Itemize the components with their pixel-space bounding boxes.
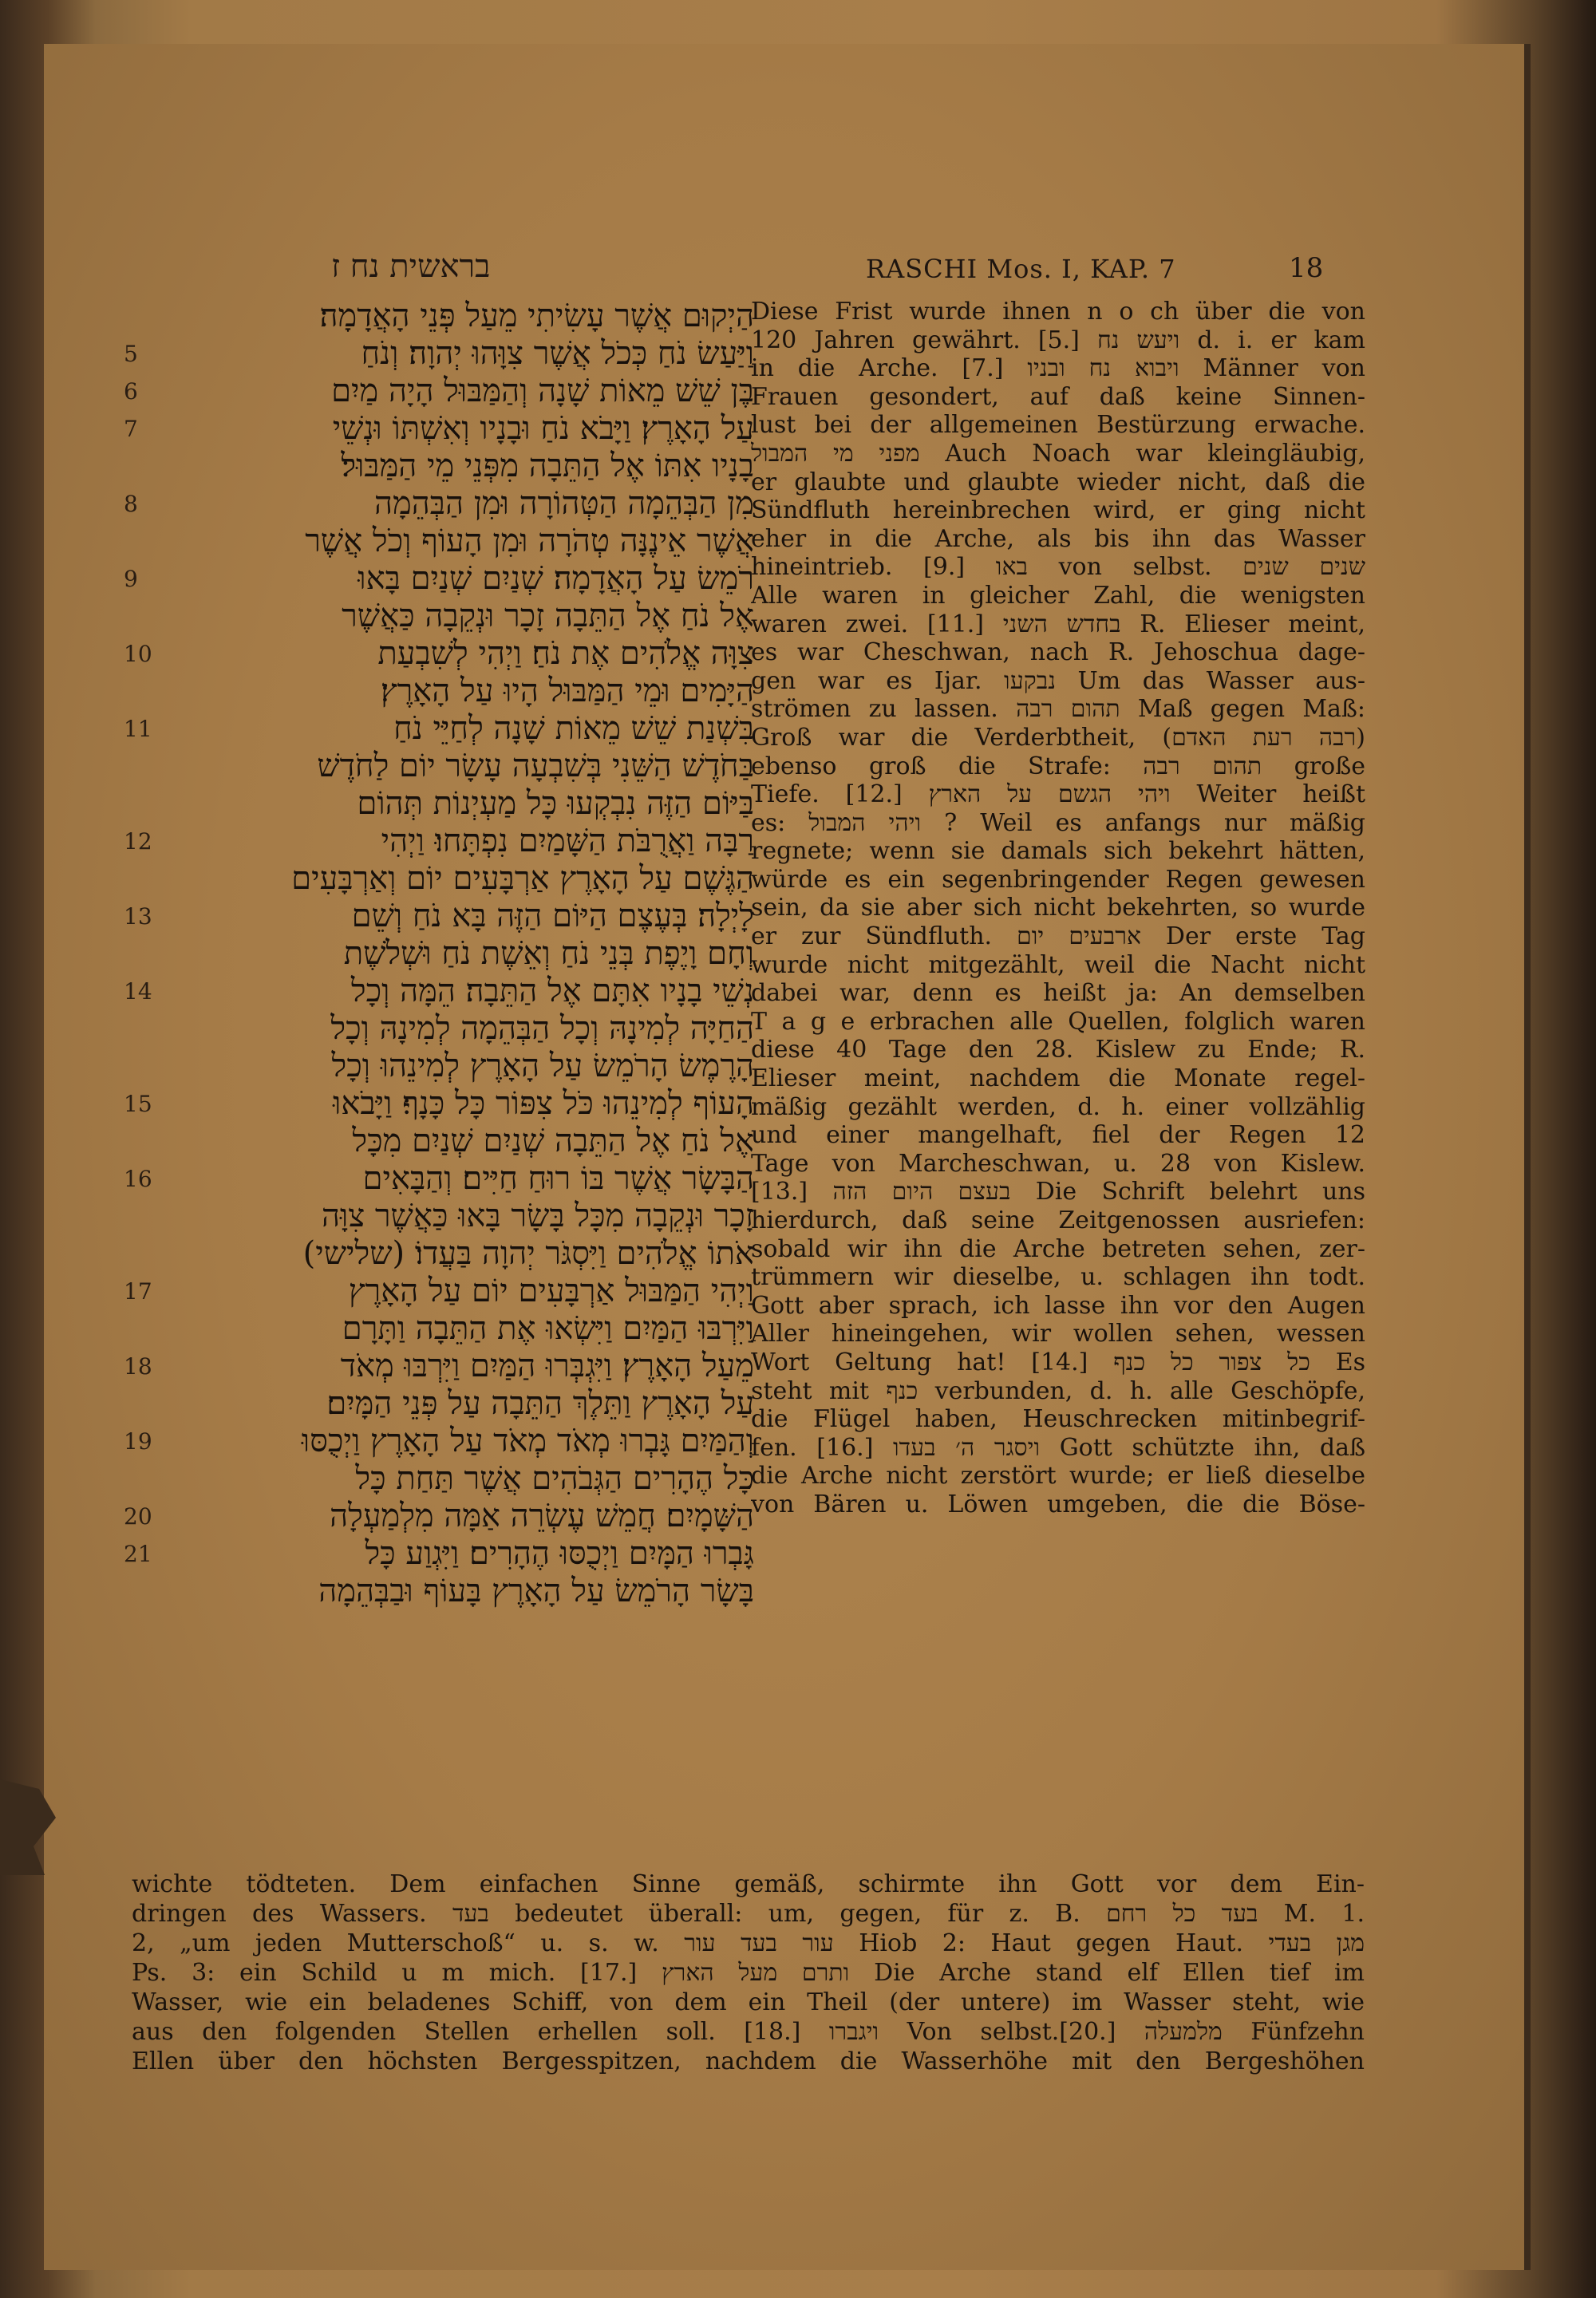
hebrew-line <box>124 1123 754 1160</box>
commentary-line: ebenso groß die Strafe: תהום רבה große <box>751 752 1365 780</box>
hebrew-verse-text: בָּשָׂר הָרֹמֵשׂ עַל הָאָרֶץ בָּעוֹף וּבַבְּהֵמָה <box>318 1573 754 1609</box>
commentary-line: Elieser meint, nachdem die Monate regel- <box>751 1064 1365 1093</box>
hebrew-text-column <box>124 298 754 1610</box>
commentary-line: Alle waren in gleicher Zahl, die wenigsten <box>751 581 1365 610</box>
page <box>44 44 1531 2270</box>
commentary-line: Tage von Marcheschwan, u. 28 von Kislew. <box>751 1149 1365 1178</box>
verse-number: 10 <box>124 641 152 667</box>
hebrew-verse-text: הָעוֹף לְמִינֵהוּ כֹּל צִפּוֹר כָּל כָּנָף׃ וַיָּבֹאוּ <box>333 1085 754 1122</box>
commentary-line: Tiefe. [12.] ויהי הגשם על הארץ Weiter heißt <box>751 780 1365 809</box>
hebrew-line <box>124 298 754 335</box>
commentary-line: Ellen über den höchsten Bergesspitzen, nachdem die Wasserhöhe mit den Bergeshöhen <box>132 2047 1365 2075</box>
hebrew-verse-text: כָּל הֶהָרִים הַגְּבֹהִים אֲשֶׁר תַּחַת כָּל <box>355 1460 754 1497</box>
commentary-line: diese 40 Tage den 28. Kislew zu Ende; R. <box>751 1036 1365 1064</box>
commentary-line: T a g e erbrachen alle Quellen, folglich waren <box>751 1007 1365 1036</box>
hebrew-verse-text: וְהַמַּיִם גָּבְרוּ מְאֹד מְאֹד עַל הָאָרֶץ וַיְכֻסּוּ <box>301 1423 754 1459</box>
commentary-continuation <box>132 1870 1365 2076</box>
verse-number: 5 <box>124 341 138 367</box>
hebrew-line <box>124 973 754 1010</box>
hebrew-line <box>124 1498 754 1535</box>
hebrew-line <box>124 748 754 785</box>
hebrew-verse-text: זָכָר וּנְקֵבָה מִכָּל בָּשָׂר בָּאוּ כַּאֲשֶׁר צִוָּה <box>321 1198 754 1234</box>
hebrew-verse-text: אֲשֶׁר אֵינֶנָּה טְהֹרָה וּמִן הָעוֹף וְכֹל אֲשֶׁר <box>305 523 754 559</box>
commentary-line: [13.] בעצם היום הזה Die Schrift belehrt uns <box>751 1178 1365 1206</box>
hebrew-verse-text: הָרֶמֶשׂ הָרֹמֵשׂ עַל הָאָרֶץ לְמִינֵהוּ וְכָל <box>331 1048 754 1084</box>
hebrew-line <box>124 485 754 523</box>
commentary-line: hineintrieb. [9.] באו von selbst. שנים שנים <box>751 553 1365 582</box>
hebrew-verse-text: אֹתוֹ אֱלֹהִים וַיִּסְגֹּר יְהוָה בַּעֲדוֹ׃ (שלישי) <box>302 1235 754 1272</box>
verse-number: 20 <box>124 1503 152 1530</box>
hebrew-verse-text: לָיְלָה׃ בְּעֶצֶם הַיּוֹם הַזֶּה בָּא נֹחַ וְשֵׁם <box>351 898 754 934</box>
verse-number: 18 <box>124 1353 152 1380</box>
hebrew-line <box>124 560 754 598</box>
commentary-line: Ps. 3: ein Schild u m mich. [17.] ותרם מעל הארץ Die Arche stand elf Ellen tief im <box>132 1959 1365 1987</box>
commentary-line: gen war es Ijar. נבקעו Um das Wasser aus- <box>751 666 1365 695</box>
hebrew-line <box>124 1048 754 1085</box>
verse-number: 17 <box>124 1278 152 1305</box>
hebrew-verse-text: בַּחֹדֶשׁ הַשֵּׁנִי בְּשִׁבְעָה עָשָׂר יוֹם לַחֹדֶשׁ <box>317 748 754 784</box>
verse-number: 16 <box>124 1166 152 1192</box>
hebrew-line <box>124 1160 754 1198</box>
hebrew-verse-text: גָּבְרוּ הַמָּיִם וַיְכֻסּוּ הֶהָרִים׃ וַיִּגְוַע כָּל <box>365 1535 754 1572</box>
hebrew-verse-text: בַּיּוֹם הַזֶּה נִבְקְעוּ כָּל מַעְיְנוֹת תְּהוֹם <box>357 785 754 822</box>
hebrew-verse-text: הַגֶּשֶׁם עַל הָאָרֶץ אַרְבָּעִים יוֹם וְאַרְבָּעִים <box>291 860 754 897</box>
hebrew-running-title: בראשית נח ז <box>331 248 491 285</box>
commentary-line: hierdurch, daß seine Zeitgenossen ausriefen: <box>751 1206 1365 1234</box>
hebrew-verse-text: בִּשְׁנַת שֵׁשׁ מֵאוֹת שָׁנָה לְחַיֵּי נֹחַ <box>393 710 754 747</box>
commentary-line: Sündfluth hereinbrechen wird, er ging nicht <box>751 496 1365 525</box>
hebrew-line <box>124 785 754 823</box>
hebrew-verse-text: מִן הַבְּהֵמָה הַטְּהוֹרָה וּמִן הַבְּהֵמָה <box>374 485 754 522</box>
verse-number: 12 <box>124 828 152 855</box>
hebrew-line <box>124 1535 754 1573</box>
commentary-line: es war Cheschwan, nach R. Jehoschua dage- <box>751 638 1365 667</box>
commentary-line: mäßig gezählt werden, d. h. einer vollzählig <box>751 1092 1365 1121</box>
hebrew-verse-text: וְחָם וָיֶפֶת בְּנֵי נֹחַ וְאֵשֶׁת נֹחַ וּשְׁלֹשֶׁת <box>343 935 754 972</box>
verse-number: 6 <box>124 378 138 405</box>
hebrew-line <box>124 1085 754 1123</box>
verse-number: 11 <box>124 716 152 742</box>
hebrew-line <box>124 410 754 448</box>
hebrew-verse-text: הַשָּׁמָיִם׃ חֲמֵשׁ עֶשְׂרֵה אַמָּה מִלְמַעְלָה <box>330 1498 754 1534</box>
hebrew-line <box>124 448 754 485</box>
hebrew-verse-text: עַל הָאָרֶץ׃ וַיָּבֹא נֹחַ וּבָנָיו וְאִשְׁתּוֹ וּנְשֵׁי <box>332 410 754 447</box>
commentary-line: regnete; wenn sie damals sich bekehrt hätten, <box>751 837 1365 866</box>
hebrew-line <box>124 710 754 748</box>
verse-number: 21 <box>124 1541 152 1567</box>
verse-number: 14 <box>124 978 152 1005</box>
hebrew-line <box>124 373 754 410</box>
commentary-line: es: ויהי המבול ? Weil es anfangs nur mäßig <box>751 808 1365 837</box>
hebrew-verse-text: מֵעַל הָאָרֶץ׃ וַיִּגְבְּרוּ הַמַּיִם וַיִּרְבּוּ מְאֹד <box>340 1348 754 1384</box>
hebrew-verse-text: הַבָּשָׂר אֲשֶׁר בּוֹ רוּחַ חַיִּים׃ וְהַבָּאִים <box>362 1160 754 1197</box>
verse-number: 13 <box>124 903 152 930</box>
hebrew-line <box>124 1460 754 1498</box>
hebrew-line <box>124 1235 754 1273</box>
commentary-line: 2, „um jeden Mutterschoß“ u. s. w. עור בעד עור Hiob 2: Haut gegen Haut. מגן בעדי <box>132 1929 1365 1957</box>
commentary-line: Wort Geltung hat! [14.] כל צפור כל כנף Es <box>751 1348 1365 1376</box>
hebrew-line <box>124 1385 754 1423</box>
hebrew-line <box>124 1010 754 1048</box>
commentary-line: sein, da sie aber sich nicht bekehrten, so wurde <box>751 894 1365 922</box>
commentary-line: Aller hineingehen, wir wollen sehen, wessen <box>751 1320 1365 1348</box>
hebrew-verse-text: רַבָּה וַאֲרֻבֹּת הַשָּׁמַיִם נִפְתָּחוּ׃ וַיְהִי <box>381 823 754 859</box>
verse-number: 7 <box>124 416 138 442</box>
commentary-line: trümmern wir dieselbe, u. schlagen ihn todt. <box>751 1263 1365 1292</box>
hebrew-verse-text: בָנָיו אִתּוֹ אֶל הַתֵּבָה מִפְּנֵי מֵי הַמַּבּוּל׃ <box>341 448 754 484</box>
commentary-line: aus den folgenden Stellen erhellen soll. [18.] ויגברו Von selbst.[20.] מלמעלה Fünfzehn <box>132 2018 1365 2046</box>
commentary-line: Gott aber sprach, ich lasse ihn vor den Augen <box>751 1291 1365 1320</box>
verse-number: 8 <box>124 491 138 517</box>
hebrew-line <box>124 1198 754 1235</box>
hebrew-verse-text: צִוָּה אֱלֹהִים אֶת נֹחַ׃ וַיְהִי לְשִׁבְעַת <box>377 635 754 672</box>
verse-number: 9 <box>124 566 138 592</box>
hebrew-line <box>124 935 754 973</box>
hebrew-verse-text: וַיְהִי הַמַּבּוּל אַרְבָּעִים יוֹם עַל הָאָרֶץ <box>348 1273 754 1309</box>
hebrew-line <box>124 1310 754 1348</box>
commentary-line: waren zwei. [11.] בחדש השני R. Elieser meint, <box>751 610 1365 638</box>
hebrew-line <box>124 1423 754 1460</box>
commentary-line: lust bei der allgemeinen Bestürzung erwache. <box>751 411 1365 440</box>
hebrew-verse-text: אֶל נֹחַ אֶל הַתֵּבָה שְׁנַיִם שְׁנַיִם מִכָּל <box>352 1123 754 1159</box>
hebrew-line <box>124 1348 754 1385</box>
hebrew-line <box>124 860 754 898</box>
hebrew-verse-text: הַיְקוּם אֲשֶׁר עָשִׂיתִי מֵעַל פְּנֵי הָאֲדָמָה׃ <box>319 298 754 334</box>
commentary-line: dringen des Wassers. בעד bedeutet überall: um, gegen, für z. B. בעד כל רחם M. 1. <box>132 1900 1365 1928</box>
page-number: 18 <box>1289 252 1324 284</box>
commentary-line: und einer mangelhaft, fiel der Regen 12 <box>751 1121 1365 1150</box>
commentary-column <box>751 298 1365 1519</box>
hebrew-line <box>124 673 754 710</box>
commentary-line: sobald wir ihn die Arche betreten sehen, zer- <box>751 1234 1365 1263</box>
verse-number: 15 <box>124 1091 152 1117</box>
commentary-line: die Arche nicht zerstört wurde; er ließ dieselbe <box>751 1462 1365 1491</box>
hebrew-verse-text: הַחַיָּה לְמִינָהּ וְכָל הַבְּהֵמָה לְמִינָהּ וְכָל <box>330 1010 754 1047</box>
page-header <box>44 247 1524 295</box>
hebrew-verse-text: אֶל נֹחַ אֶל הַתֵּבָה זָכָר וּנְקֵבָה כַּאֲשֶׁר <box>342 598 754 634</box>
commentary-line: wurde nicht mitgezählt, weil die Nacht nicht <box>751 950 1365 979</box>
hebrew-verse-text: בֶּן שֵׁשׁ מֵאוֹת שָׁנָה וְהַמַּבּוּל הָיָה מַיִם <box>331 373 754 409</box>
commentary-line: strömen zu lassen. תהום רבה Maß gegen Maß: <box>751 695 1365 724</box>
commentary-line: מפני מי המבול Auch Noach war kleingläubig, <box>751 439 1365 468</box>
commentary-line: Groß war die Verderbtheit, (רבה רעת האדם) <box>751 723 1365 752</box>
commentary-line: in die Arche. [7.] ויבוא נח ובניו Männer von <box>751 354 1365 383</box>
hebrew-line <box>124 523 754 560</box>
commentary-line: dabei war, denn es heißt ja: An demselben <box>751 979 1365 1008</box>
commentary-line: eher in die Arche, als bis ihn das Wasser <box>751 524 1365 553</box>
hebrew-verse-text: רֹמֵשׂ עַל הָאֲדָמָה׃ שְׁנַיִם שְׁנַיִם בָּאוּ <box>358 560 754 597</box>
hebrew-verse-text: הַיָּמִים וּמֵי הַמַּבּוּל הָיוּ עַל הָאָרֶץ׃ <box>380 673 754 709</box>
hebrew-verse-text: וַיִּרְבּוּ הַמַּיִם וַיִּשְׂאוּ אֶת הַתֵּבָה וַתָּרָם <box>342 1310 754 1347</box>
commentary-line: die Flügel haben, Heuschrecken mitinbegrif- <box>751 1405 1365 1434</box>
hebrew-line <box>124 823 754 860</box>
commentary-line: Frauen gesondert, auf daß keine Sinnen- <box>751 382 1365 411</box>
commentary-line: steht mit כנף verbunden, d. h. alle Geschöpfe, <box>751 1376 1365 1405</box>
hebrew-line <box>124 335 754 373</box>
verse-number: 19 <box>124 1428 152 1455</box>
commentary-line: fen. [16.] ויסגר ה׳ בעדו Gott schützte ihn, daß <box>751 1433 1365 1462</box>
german-running-title: RASCHI Mos. I, KAP. 7 <box>866 254 1176 284</box>
commentary-line: von Bären u. Löwen umgeben, die die Böse- <box>751 1490 1365 1518</box>
hebrew-line <box>124 1273 754 1310</box>
hebrew-line <box>124 635 754 673</box>
commentary-line: würde es ein segenbringender Regen gewesen <box>751 865 1365 894</box>
hebrew-line <box>124 898 754 935</box>
commentary-line: Wasser, wie ein beladenes Schiff, von dem ein Theil (der untere) im Wasser steht, wie <box>132 1988 1365 2016</box>
hebrew-line <box>124 1573 754 1610</box>
hebrew-line <box>124 598 754 635</box>
commentary-line: wichte tödteten. Dem einfachen Sinne gemäß, schirmte ihn Gott vor dem Ein- <box>132 1870 1365 1898</box>
hebrew-verse-text: וַיַּעַשׂ נֹחַ כְּכֹל אֲשֶׁר צִוָּהוּ יְהוָה׃ וְנֹחַ <box>361 335 754 372</box>
commentary-line: Diese Frist wurde ihnen n o ch über die von <box>751 298 1365 326</box>
commentary-line: er zur Sündfluth. ארבעים יום Der erste Tag <box>751 922 1365 951</box>
hebrew-verse-text: נְשֵׁי בָנָיו אִתָּם אֶל הַתֵּבָה׃ הֵמָּה וְכָל <box>350 973 754 1009</box>
commentary-line: 120 Jahren gewährt. [5.] ויעש נח d. i. er kam <box>751 326 1365 354</box>
hebrew-verse-text: עַל הָאָרֶץ וַתֵּלֶךְ הַתֵּבָה עַל פְּנֵי הַמָּיִם׃ <box>326 1385 754 1422</box>
commentary-line: er glaubte und glaubte wieder nicht, daß die <box>751 468 1365 496</box>
